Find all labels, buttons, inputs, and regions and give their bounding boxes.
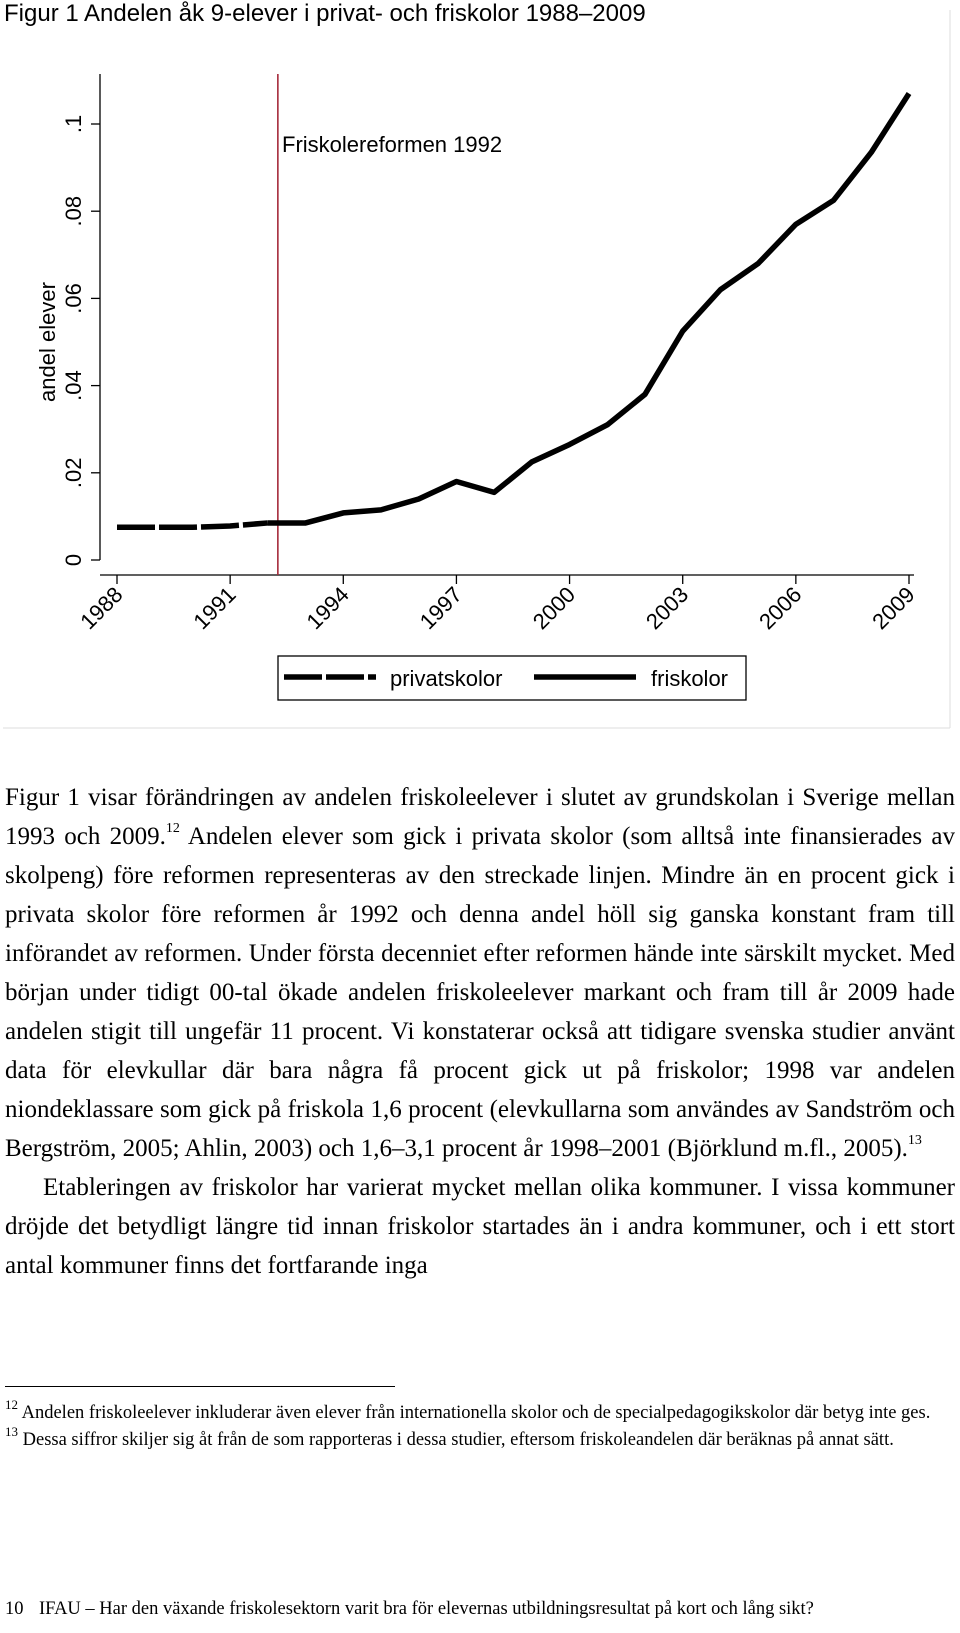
figure-title: Figur 1 Andelen åk 9-elever i privat- och friskolor 1988–2009 (4, 0, 646, 27)
x-tick-label: 2009 (867, 581, 920, 635)
legend-label-privatskolor: privatskolor (390, 666, 503, 691)
footnote-number: 13 (5, 1423, 18, 1439)
y-tick-label: 0 (61, 553, 86, 567)
page-number: 10 (5, 1599, 24, 1619)
y-tick-label: .04 (61, 370, 86, 401)
y-tick-label: .1 (61, 114, 86, 134)
footnote-13 (5, 1423, 955, 1452)
x-tick-label: 2006 (754, 581, 807, 635)
page-footer (5, 1599, 955, 1620)
series-line-privatskolor (117, 523, 268, 527)
paragraph-1 (5, 778, 955, 1168)
reform-annotation: Friskolereformen 1992 (282, 132, 503, 157)
y-tick-label: .08 (61, 195, 86, 227)
paragraph-1-text-b: Andelen elever som gick i privata skolor (som alltså inte finansierades av skolpeng) före reformen representeras av den streckade linjen. Mindre än en procent gick i privata skolor före reformen år 1992 och denna andel höll sig ganska konstant fram till införandet av reformen. Under första decenniet efter reformen hände inte särskilt mycket. Med början under tidigt 00-tal ökade andelen friskoleelever markant och fram till år 2009 hade andelen stigit till ungefär 11 procent. Vi konstaterar också att tidigare svenska studier använt data för elevkullar där bara några få procent gick ut på friskolor; 1998 var andelen niondeklassare som gick på friskola 1,6 procent (elevkullarna som användes av Sandström och Bergström, 2005; Ahlin, 2003) och 1,6–3,1 procent år 1998–2001 (Björklund m.fl., 2005). (5, 823, 955, 1162)
paragraph-2: Etableringen av friskolor har varierat mycket mellan olika kommuner. I vissa kommuner dröjde det betydligt längre tid innan friskolor startades än i andra kommuner, och i ett stort antal kommuner finns det fortfarande inga (5, 1174, 955, 1279)
footnotes (5, 1396, 955, 1455)
series-line-friskolor (268, 93, 909, 522)
footnote-text: Andelen friskoleelever inkluderar även elever från internationella skolor och de specialpedagogikskolor där betyg inte ges. (21, 1403, 931, 1423)
x-tick-label: 2000 (527, 581, 581, 635)
footnote-ref-13[interactable]: 13 (907, 1132, 922, 1148)
footnote-ref-12[interactable]: 12 (165, 820, 180, 836)
y-tick-label: .02 (61, 457, 86, 489)
footnote-number: 12 (5, 1396, 18, 1412)
x-tick-label: 1994 (301, 581, 354, 635)
body-text (5, 778, 955, 1285)
paragraph-1-text-a: Figur 1 visar förändringen av andelen friskoleelever i slutet av grundskolan i Sverige mellan 1993 och 2009. (5, 784, 955, 850)
x-tick-label: 1988 (75, 581, 128, 635)
x-tick-label: 1991 (188, 581, 241, 635)
footnote-divider (5, 1386, 395, 1387)
footnote-12 (5, 1396, 955, 1425)
y-axis-title: andel elever (35, 282, 60, 402)
y-tick-label: .06 (61, 283, 86, 314)
footnote-text: Dessa siffror skiljer sig åt från de som rapporteras i dessa studier, eftersom friskoleandelen där beräknas på annat sätt. (22, 1430, 894, 1450)
x-tick-label: 2003 (640, 581, 694, 635)
legend-label-friskolor: friskolor (651, 666, 729, 691)
footer-text: IFAU – Har den växande friskolesektorn varit bra för elevernas utbildningsresultat på kort och lång sikt? (39, 1599, 814, 1619)
line-chart (0, 0, 960, 740)
x-tick-label: 1997 (414, 581, 467, 635)
